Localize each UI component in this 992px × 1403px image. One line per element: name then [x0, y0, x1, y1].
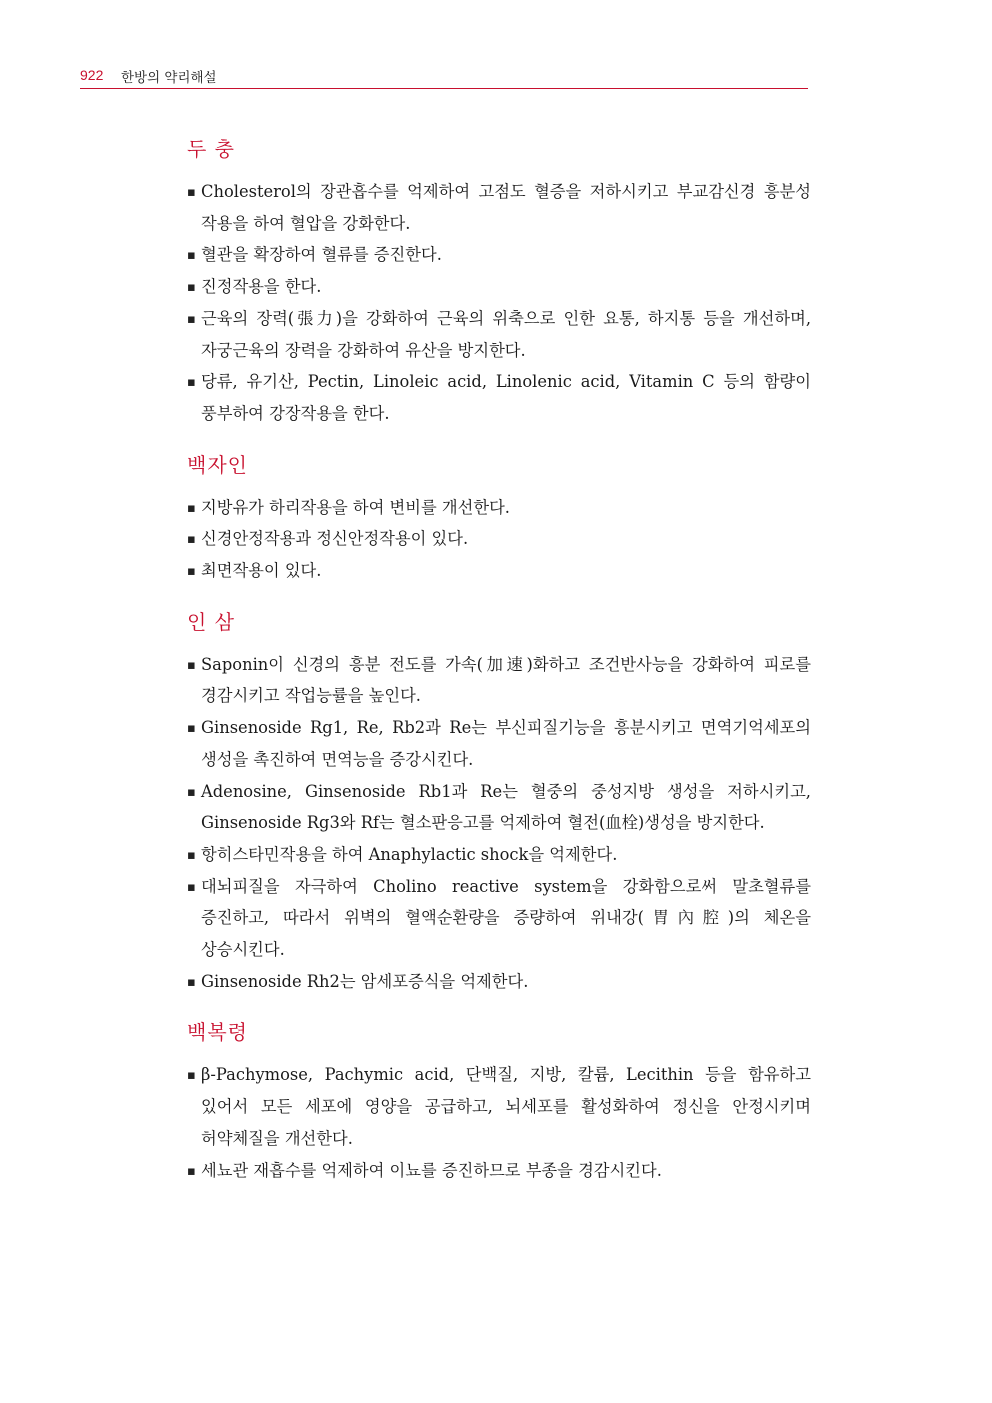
bullet-marker: ▪ — [187, 375, 196, 391]
list-item — [187, 871, 811, 966]
section-title: 백복령 — [187, 1020, 248, 1045]
item-text: β-Pachymose, Pachymic acid, 단백질, 지방, 칼륨, Lecithin 등을 함유하고 있어서 모든 세포에 영양을 공급하고, 뇌세포를 활성화하여 정신을 안정시키며 허약체질을 개선한다. — [201, 1065, 811, 1148]
list-item — [187, 271, 811, 303]
list-item — [187, 555, 811, 587]
list-item — [187, 492, 811, 524]
bullet-marker: ▪ — [187, 879, 196, 895]
list-item — [187, 776, 811, 839]
page-number: 922 — [80, 67, 104, 83]
list-item — [187, 523, 811, 555]
list-item — [187, 366, 811, 429]
bullet-marker: ▪ — [187, 784, 196, 800]
item-text: 항히스타민작용을 하여 Anaphylactic shock을 억제한다. — [201, 844, 618, 864]
section-spacer — [187, 587, 811, 607]
section-baekjain — [187, 450, 811, 587]
item-text: 지방유가 하리작용을 하여 변비를 개선한다. — [201, 497, 510, 517]
list-item — [187, 1155, 811, 1187]
item-text: Adenosine, Ginsenoside Rb1과 Re는 혈중의 중성지방 생성을 저하시키고, Ginsenoside Rg3와 Rf는 혈소판응고를 억제하여 혈전(血栓)생성을 방지한다. — [201, 781, 811, 833]
list-item — [187, 239, 811, 271]
bullet-marker: ▪ — [187, 847, 196, 863]
section-insam — [187, 607, 811, 998]
bullet-marker: ▪ — [187, 1068, 196, 1084]
bullet-list — [187, 649, 811, 998]
bullet-marker: ▪ — [187, 500, 196, 516]
section-spacer — [187, 997, 811, 1017]
item-text: 세뇨관 재흡수를 억제하여 이뇨를 증진하므로 부종을 경감시킨다. — [201, 1160, 662, 1180]
section-spacer — [187, 430, 811, 450]
bullet-marker: ▪ — [187, 564, 196, 580]
page-header — [80, 66, 808, 89]
bullet-marker: ▪ — [187, 657, 196, 673]
bullet-marker: ▪ — [187, 974, 196, 990]
list-item — [187, 1059, 811, 1154]
item-text: 근육의 장력(張力)을 강화하여 근육의 위축으로 인한 요통, 하지통 등을 개선하며, 자궁근육의 장력을 강화하여 유산을 방지한다. — [201, 308, 811, 360]
list-item — [187, 649, 811, 712]
item-text: 진정작용을 한다. — [201, 277, 322, 297]
list-item — [187, 712, 811, 775]
section-baekbokryeong — [187, 1017, 811, 1186]
item-text: Cholesterol의 장관흡수를 억제하여 고점도 혈증을 저하시키고 부교감신경 흥분성 작용을 하여 혈압을 강화한다. — [201, 182, 811, 233]
list-item — [187, 176, 811, 239]
bullet-marker: ▪ — [187, 311, 196, 327]
bullet-marker: ▪ — [187, 185, 196, 200]
item-text: Ginsenoside Rg1, Re, Rb2과 Re는 부신피질기능을 흥분시키고 면역기억세포의 생성을 촉진하여 면역능을 증강시킨다. — [201, 718, 811, 769]
item-text: Saponin이 신경의 흥분 전도를 가속(加速)화하고 조건반사능을 강화하여 피로를 경감시키고 작업능률을 높인다. — [201, 654, 811, 706]
item-text: 대뇌피질을 자극하여 Cholino reactive system을 강화함으로써 말초혈류를 증진하고, 따라서 위벽의 혈액순환량을 증량하여 위내강(胃內腔)의 체온을 상승시킨다. — [201, 876, 811, 960]
section-duchung — [187, 134, 811, 430]
item-text: 신경안정작용과 정신안정작용이 있다. — [201, 529, 469, 549]
section-title: 백자인 — [187, 452, 248, 477]
item-text: 혈관을 확장하여 혈류를 증진한다. — [201, 245, 442, 265]
list-item — [187, 839, 811, 871]
item-text: Ginsenoside Rh2는 암세포증식을 억제한다. — [201, 971, 529, 991]
running-title: 한방의 약리해설 — [121, 70, 217, 86]
section-title: 인 삼 — [187, 609, 235, 634]
bullet-list — [187, 176, 811, 430]
item-text: 당류, 유기산, Pectin, Linoleic acid, Linolenic acid, Vitamin C 등의 함량이 풍부하여 강장작용을 한다. — [201, 372, 811, 423]
page-content — [187, 134, 811, 1186]
bullet-marker: ▪ — [187, 532, 196, 548]
list-item — [187, 966, 811, 998]
bullet-list — [187, 1059, 811, 1186]
bullet-list — [187, 492, 811, 587]
section-title: 두 충 — [187, 137, 235, 161]
bullet-marker: ▪ — [187, 280, 196, 296]
list-item — [187, 303, 811, 366]
bullet-marker: ▪ — [187, 721, 196, 737]
item-text: 최면작용이 있다. — [201, 561, 322, 581]
bullet-marker: ▪ — [187, 1163, 196, 1179]
bullet-marker: ▪ — [187, 248, 196, 264]
